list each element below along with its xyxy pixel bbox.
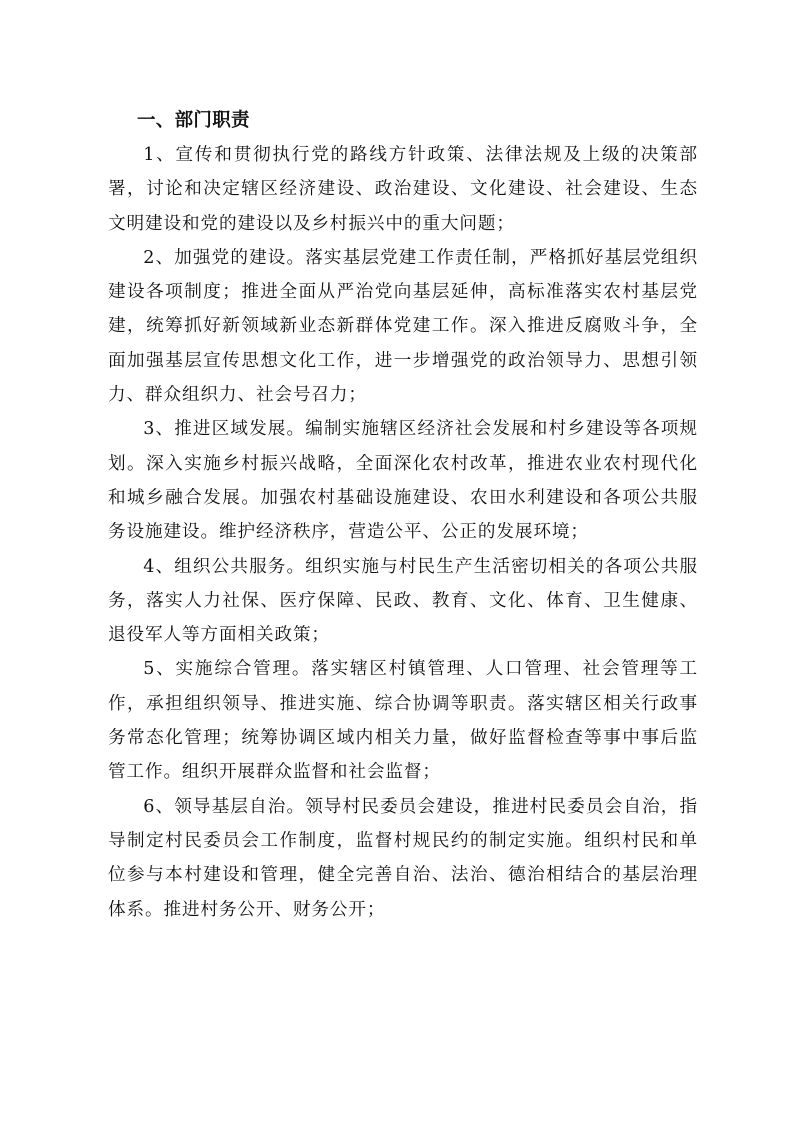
- duty-paragraph-2: 2、加强党的建设。落实基层党建工作责任制，严格抓好基层党组织建设各项制度；推进全面从严治党向基层延伸，高标准落实农村基层党建，统筹抓好新领域新业态新群体党建工作。深入推进反腐败斗争，全面加强基层宣传思想文化工作，进一步增强党的政治领导力、思想引领力、群众组织力、社会号召力；: [108, 247, 698, 406]
- document-body: [108, 104, 698, 927]
- duty-paragraph-6: 6、领导基层自治。领导村民委员会建设，推进村民委员会自治，指导制定村民委员会工作制度，监督村规民约的制定实施。组织村民和单位参与本村建设和管理，健全完善自治、法治、德治相结合的基层治理体系。推进村务公开、财务公开；: [108, 796, 698, 920]
- duty-paragraph-3: 3、推进区域发展。编制实施辖区经济社会发展和村乡建设等各项规划。深入实施乡村振兴战略，全面深化农村改革，推进农业农村现代化和城乡融合发展。加强农村基础设施建设、农田水利建设和各项公共服务设施建设。维护经济秩序，营造公平、公正的发展环境；: [108, 419, 698, 543]
- section-title: 一、部门职责: [137, 110, 250, 131]
- duty-paragraph-1: 1、宣传和贯彻执行党的路线方针政策、法律法规及上级的决策部署，讨论和决定辖区经济建设、政治建设、文化建设、社会建设、生态文明建设和党的建设以及乡村振兴中的重大问题；: [108, 145, 698, 234]
- duty-paragraph-5: 5、实施综合管理。落实辖区村镇管理、人口管理、社会管理等工作，承担组织领导、推进实施、综合协调等职责。落实辖区相关行政事务常态化管理；统筹协调区域内相关力量，做好监督检查等事中事后监管工作。组织开展群众监督和社会监督；: [108, 659, 698, 783]
- duty-paragraph-4: 4、组织公共服务。组织实施与村民生产生活密切相关的各项公共服务，落实人力社保、医疗保障、民政、教育、文化、体育、卫生健康、退役军人等方面相关政策；: [108, 556, 698, 646]
